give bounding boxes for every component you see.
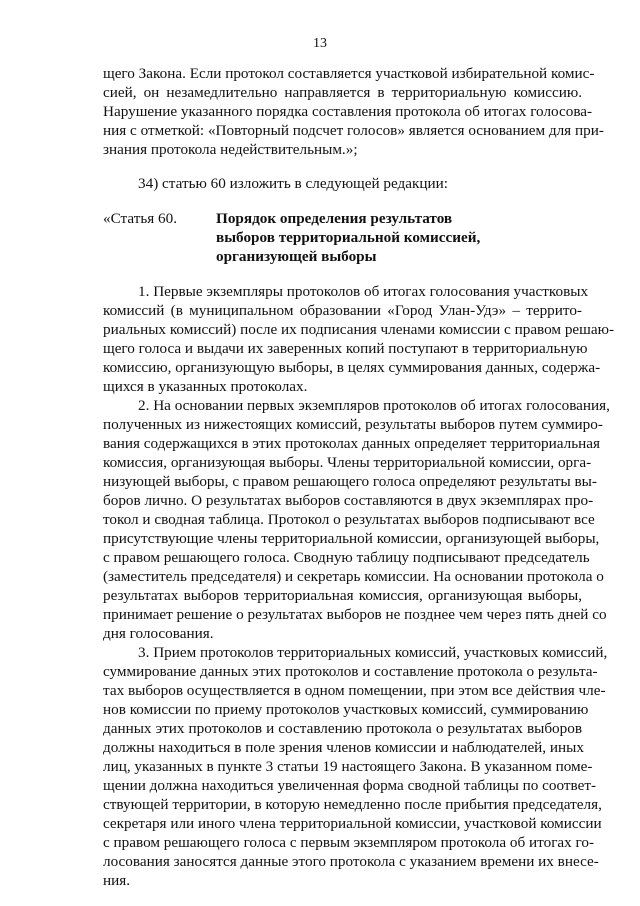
page-number: 13: [313, 36, 327, 51]
text-line: секретаря или иного члена территориальной комиссии, участковой комиссии: [103, 815, 602, 832]
text-line: токол и сводная таблица. Протокол о результатах выборов подписывают все: [103, 511, 595, 528]
text-line: с правом решающего голоса. Сводную таблицу подписывают председатель: [103, 549, 590, 566]
article-title: [216, 209, 582, 266]
text-line: данных этих протоколов и составлению протокола о результатах выборов: [103, 720, 582, 737]
text-line: ствующей территории, в которую немедленно после прибытия председателя,: [103, 796, 602, 813]
text-line: вания содержащихся в этих протоколах данных определяет территориальная: [103, 435, 601, 452]
text-line: сией, он незамедлительно направляется в территориальную комиссию.: [103, 84, 582, 101]
document-body: [103, 64, 615, 890]
article-title-line: Порядок определения результатов: [216, 210, 453, 227]
text-line: щего Закона. Если протокол составляется участковой избирательной комис-: [103, 65, 595, 82]
text-line: ния.: [103, 872, 131, 889]
text-line: нов комиссии по приему протоколов участковых комиссий, суммированию: [103, 701, 589, 718]
text-line: тах выборов осуществляется в одном помещении, при этом все действия чле-: [103, 682, 606, 699]
text-line: принимает решение о результатах выборов не позднее чем через пять дней со: [103, 606, 607, 623]
text-line: щихся в указанных протоколах.: [103, 378, 308, 395]
text-line: полученных из нижестоящих комиссий, результаты выборов путем суммиро-: [103, 416, 603, 433]
text-line: лиц, указанных в пункте 3 статьи 19 настоящего Закона. В указанном поме-: [103, 758, 593, 775]
text-line: Нарушение указанного порядка составления протокола об итогах голосова-: [103, 103, 593, 120]
text-line: риальных комиссий) после их подписания членами комиссии с правом решаю-: [103, 321, 615, 338]
text-line: 2. На основании первых экземпляров протоколов об итогах голосования,: [138, 397, 610, 414]
text-line: ния с отметкой: «Повторный подсчет голосов» является основанием для при-: [103, 122, 604, 139]
text-line: щего голоса и выдачи их заверенных копий поступают в территориальную: [103, 340, 588, 357]
text-line: 1. Первые экземпляры протоколов об итогах голосования участковых: [138, 283, 589, 300]
text-line: комиссию, организующую выборы, в целях суммирования данных, содержа-: [103, 359, 601, 376]
text-line: (заместитель председателя) и секретарь комиссии. На основании протокола о: [103, 568, 604, 585]
text-line: должны находиться в поле зрения членов комиссии и наблюдателей, иных: [103, 739, 584, 756]
text-line: щении должна находиться увеличенная форма сводной таблицы по соответ-: [103, 777, 597, 794]
text-line: комиссий (в муниципальном образовании «Город Улан-Удэ» – террито-: [103, 302, 582, 319]
text-line: комиссия, организующая выборы. Члены территориальной комиссии, орга-: [103, 454, 592, 471]
text-line: суммирование данных этих протоколов и составление протокола о результа-: [103, 663, 598, 680]
article-number: «Статья 60.: [103, 210, 178, 227]
article-title-line: выборов территориальной комиссией,: [216, 229, 481, 246]
text-line: присутствующие члены территориальной комиссии, организующей выборы,: [103, 530, 600, 547]
article-heading: [103, 209, 582, 266]
article-title-line: организующей выборы: [216, 248, 377, 265]
intro-paragraph: [103, 64, 604, 159]
text-line: лосования заносятся данные этого протокола с указанием времени их внесе-: [103, 853, 599, 870]
paragraph-3: [103, 643, 608, 890]
text-line: боров лично. О результатах выборов составляются в двух экземплярах про-: [103, 492, 594, 509]
paragraph-2: [103, 396, 610, 643]
text-line: низующей выборы, с правом решающего голоса определяют результаты вы-: [103, 473, 597, 490]
text-line: с правом решающего голоса с первым экземпляром протокола об итогах го-: [103, 834, 595, 851]
text-line: знания протокола недействительным.»;: [103, 141, 358, 158]
text-line: дня голосования.: [103, 625, 214, 642]
amendment-instruction: [103, 174, 582, 193]
paragraph-1: [103, 282, 615, 396]
text-line: результатах выборов территориальная комиссия, организующая выборы,: [103, 587, 582, 604]
text-line: 3. Прием протоколов территориальных комиссий, участковых комиссий,: [138, 644, 608, 661]
text-line: 34) статью 60 изложить в следующей редакции:: [138, 175, 448, 192]
